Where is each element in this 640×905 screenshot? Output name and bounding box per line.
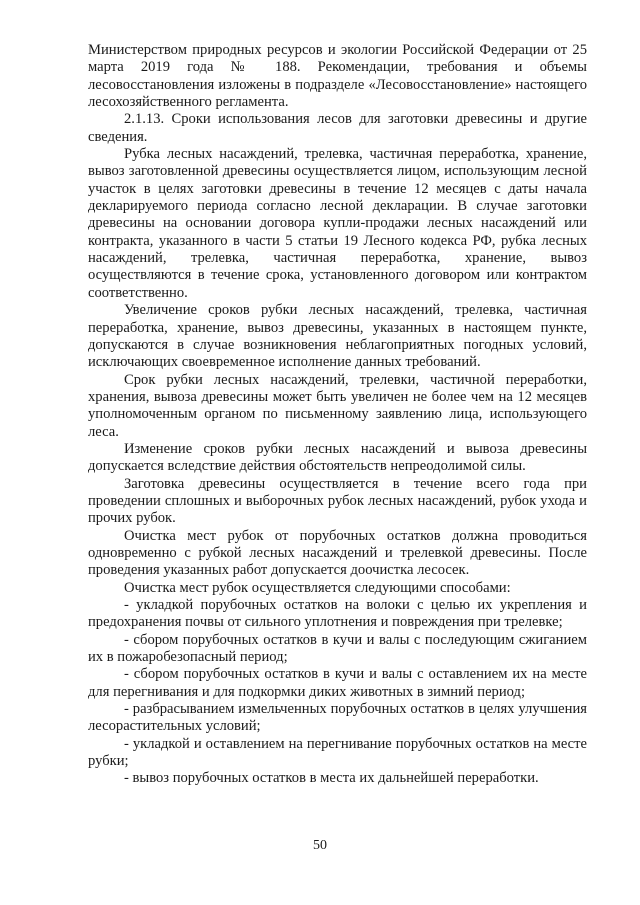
paragraph-logging-terms: Рубка лесных насаждений, трелевка, частичная переработка, хранение, вывоз заготовленной древесины осуществляется лицом, использующим лесной участок в целях заготовки древесины в течение 12 месяцев с даты начала декларируемого периода согласно лесной декларации. В случае заготовки древесины на основании договора купли-продажи лесных насаждений или контракта, указанного в части 5 статьи 19 Лесного кодекса РФ, рубка лесных насаждений, трелевка, частичная переработка, хранение, вывоз осуществляются в течение срока, установленного договором или контрактом соответственно.	[88, 146, 587, 301]
paragraph-term-extension-weather: Увеличение сроков рубки лесных насаждений, трелевка, частичная переработка, хранение, вывоз древесины, указанных в настоящем пункте, допускаются в случае возникновения неблагоприятных погодных условий, исключающих своевременное исполнение данных требований.	[88, 302, 587, 371]
page-number: 50	[313, 838, 327, 853]
list-item-laying-to-rot: - укладкой и оставлением на перегнивание порубочных остатков на месте рубки;	[88, 735, 587, 770]
list-item-piling-and-leaving: - сбором порубочных остатков в кучи и валы с оставлением их на месте для перегнивания и для подкормки диких животных в зимний период;	[88, 666, 587, 700]
paragraph-intro-continuation: Министерством природных ресурсов и экологии Российской Федерации от 25 марта 2019 года № 188. Рекомендации, требования и объемы лесовосстановления изложены в подразделе «Лесовосстановление» настоящего лесохозяйственного регламента.	[88, 42, 587, 111]
paragraph-cleaning-methods-intro: Очистка мест рубок осуществляется следующими способами:	[124, 579, 511, 596]
list-item-removal-for-processing: - вывоз порубочных остатков в места их дальнейшей переработки.	[124, 770, 539, 787]
paragraph-term-extension-12-months: Срок рубки лесных насаждений, трелевки, частичной переработки, хранения, вывоза древесины может быть увеличен не более чем на 12 месяцев уполномоченным органом по письменному заявлению лица, использующего леса.	[88, 371, 587, 440]
paragraph-cleaning-simultaneous: Очистка мест рубок от порубочных остатков должна проводиться одновременно с рубкой лесных насаждений и трелевкой древесины. После проведения указанных работ допускается доочистка лесосек.	[88, 527, 587, 579]
list-item-scattering-chopped: - разбрасыванием измельченных порубочных остатков в целях улучшения лесорастительных условий;	[88, 701, 587, 735]
list-item-laying-on-skid-trails: - укладкой порубочных остатков на волоки с целью их укрепления и предохранения почвы от сильного уплотнения и повреждения при трелевке;	[88, 597, 587, 631]
list-item-piling-and-burning: - сбором порубочных остатков в кучи и валы с последующим сжиганием их в пожаробезопасный период;	[88, 631, 587, 666]
section-heading-2-1-13: 2.1.13. Сроки использования лесов для заготовки древесины и другие сведения.	[88, 111, 587, 145]
paragraph-year-round-harvesting: Заготовка древесины осуществляется в течение всего года при проведении сплошных и выборочных рубок лесных насаждений, рубок ухода и прочих рубок.	[88, 475, 587, 527]
document-body	[88, 42, 587, 788]
paragraph-force-majeure: Изменение сроков рубки лесных насаждений и вывоза древесины допускается вследствие действия обстоятельств непреодолимой силы.	[88, 440, 587, 475]
